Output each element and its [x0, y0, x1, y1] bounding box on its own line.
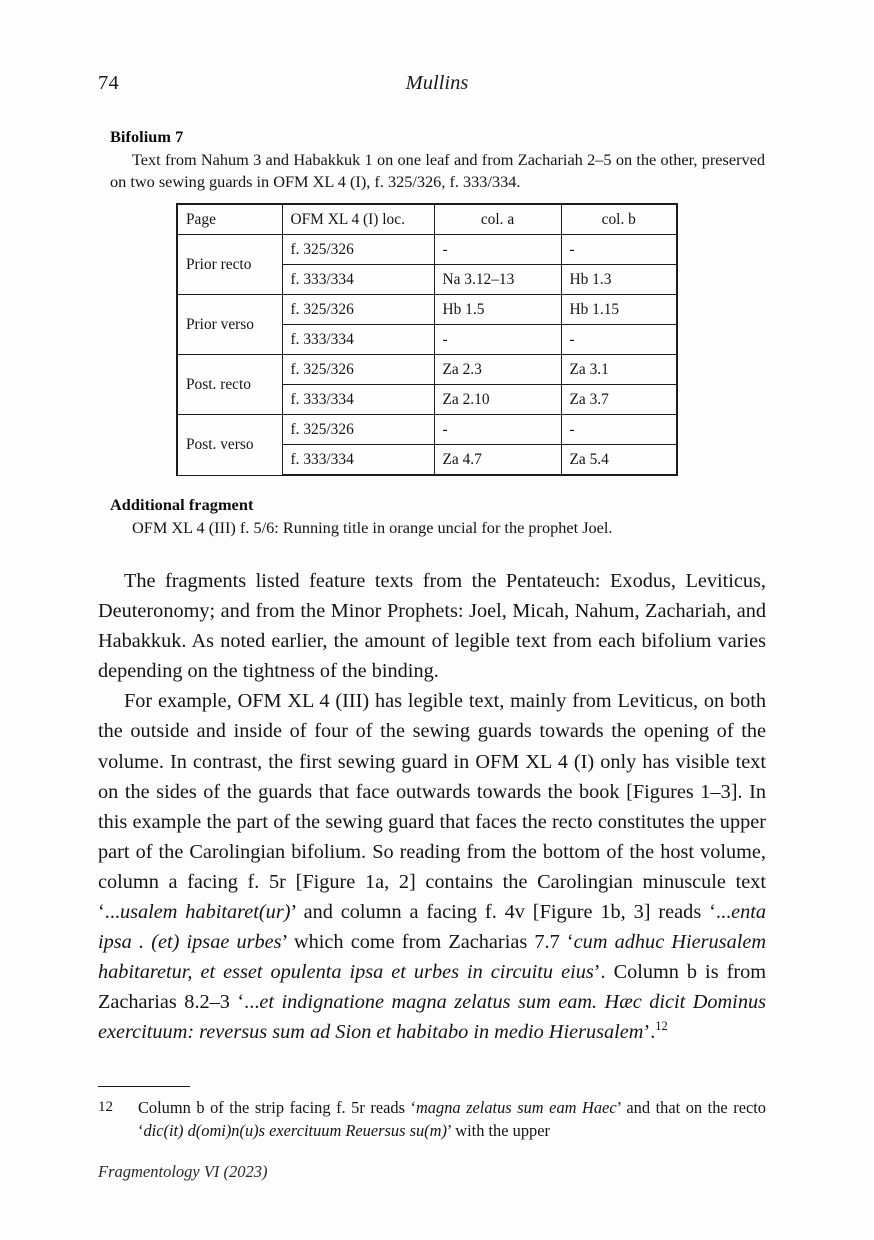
cell-col-b: Za 5.4 [561, 445, 677, 476]
cell-col-b: Za 3.1 [561, 355, 677, 385]
column-header-loc: OFM XL 4 (I) loc. [282, 204, 434, 235]
additional-fragment-section [110, 494, 765, 539]
footnote-text [138, 1096, 766, 1143]
cell-col-a: Za 4.7 [434, 445, 561, 476]
body-p2-italic1: usalem habitaret(ur) [119, 901, 291, 924]
body-paragraph-1-text: The fragments listed feature texts from the Pentateuch: Exodus, Leviticus, Deuteronomy; and from the Minor Prophets: Joel, Micah, Nahum, Zachariah, and Habakkuk. As noted earlier, the amount of legible text from each bifolium varies depending on the tightness of the binding. [98, 570, 766, 683]
cell-col-b: - [561, 415, 677, 445]
cell-col-a: Na 3.12–13 [434, 265, 561, 295]
footnote-seg1: Column b of the strip facing f. 5r reads ‘ [138, 1098, 416, 1117]
cell-loc: f. 333/334 [282, 325, 434, 355]
footnote-number: 12 [98, 1099, 113, 1115]
cell-loc: f. 325/326 [282, 295, 434, 325]
body-p2-seg3: ’ which come from Zacharias 7.7 ‘ [281, 931, 574, 954]
page-number: 74 [98, 72, 119, 94]
column-header-page: Page [177, 204, 282, 235]
footnote-separator-rule [98, 1086, 190, 1087]
footnote-seg2: ’ and that on the recto ‘ [138, 1098, 766, 1141]
cell-col-b: - [561, 235, 677, 265]
body-paragraph-2 [98, 686, 766, 1047]
footnote-area [98, 1086, 766, 1143]
cell-loc: f. 325/326 [282, 355, 434, 385]
cell-col-a: - [434, 325, 561, 355]
additional-fragment-description [110, 517, 765, 539]
footnote-seg3: ’ with the upper [446, 1121, 550, 1141]
fragment-table-wrapper [176, 203, 676, 476]
cell-loc: f. 333/334 [282, 385, 434, 415]
cell-loc: f. 333/334 [282, 445, 434, 476]
column-header-col-b: col. b [561, 204, 677, 235]
cell-col-a: Za 2.3 [434, 355, 561, 385]
body-p2-italic3: cum adhuc Hierusalem habitaretur, et esset opulenta ipsa et urbes in circuitu eius [98, 931, 766, 984]
body-p2-italic4: et indignatione magna zelatus sum eam. Hæc dicit Dominus exercituum: reversus sum ad Sion et habitabo in medio Hierusalem [98, 991, 766, 1044]
body-p2-seg1: For example, OFM XL 4 (III) has legible text, mainly from Leviticus, on both the outside and inside of four of the sewing guards towards the opening of the volume. In contrast, the first sewing guard in OFM XL 4 (I) only has visible text on the sides of the guards that face outwards towards the book [Figures 1–3]. In this example the part of the sewing guard that faces the recto constitutes the upper part of the Carolingian bifolium. So reading from the bottom of the host volume, column a facing f. 5r [Figure 1a, 2] contains the Carolingian minuscule text ‘... [98, 690, 766, 924]
cell-loc: f. 325/326 [282, 415, 434, 445]
footnote-italic2: dic(it) d(omi)n(u)s exercituum Reuersus su(m) [143, 1121, 447, 1141]
running-head [98, 70, 776, 100]
body-p2-seg5: ’. [643, 1021, 656, 1044]
running-title: Mullins [405, 72, 469, 94]
bifolium-description [110, 149, 765, 192]
cell-col-b: Za 3.7 [561, 385, 677, 415]
table-row [177, 415, 677, 445]
cell-col-a: Za 2.10 [434, 385, 561, 415]
body-text [98, 566, 766, 1048]
cell-page-label: Post. recto [177, 355, 282, 415]
footnote-entry [98, 1096, 766, 1143]
additional-fragment-heading: Additional fragment [110, 495, 254, 514]
cell-loc: f. 325/326 [282, 235, 434, 265]
footnote-italic1: magna zelatus sum eam Haec [415, 1098, 617, 1117]
cell-col-a: - [434, 235, 561, 265]
cell-page-label: Prior recto [177, 235, 282, 295]
table-header-row [177, 204, 677, 235]
table-row [177, 295, 677, 325]
body-p2-seg2: ’ and column a facing f. 4v [Figure 1b, 3] reads ‘... [290, 901, 732, 924]
page-footer: Fragmentology VI (2023) [98, 1162, 268, 1181]
cell-col-a: - [434, 415, 561, 445]
cell-loc: f. 333/334 [282, 265, 434, 295]
cell-col-b: Hb 1.15 [561, 295, 677, 325]
bifolium-section [110, 126, 765, 192]
table-row [177, 355, 677, 385]
body-paragraph-1 [98, 566, 766, 686]
fragment-table [176, 203, 678, 476]
cell-col-a: Hb 1.5 [434, 295, 561, 325]
column-header-col-a: col. a [434, 204, 561, 235]
bifolium-heading: Bifolium 7 [110, 127, 184, 146]
bifolium-description-text: Text from Nahum 3 and Habakkuk 1 on one leaf and from Zachariah 2–5 on the other, preserved on two sewing guards in OFM XL 4 (I), f. 325/326, f. 333/334. [110, 150, 765, 191]
cell-col-b: Hb 1.3 [561, 265, 677, 295]
cell-page-label: Post. verso [177, 415, 282, 476]
table-row [177, 235, 677, 265]
body-p2-seg4: ’. Column b is from Zacharias 8.2–3 ‘... [98, 961, 767, 1014]
additional-fragment-description-text: OFM XL 4 (III) f. 5/6: Running title in orange uncial for the prophet Joel. [132, 518, 613, 537]
body-p2-italic2: enta ipsa . (et) ipsae urbes [98, 901, 766, 954]
footnote-reference-marker[interactable]: 12 [655, 1019, 668, 1034]
cell-col-b: - [561, 325, 677, 355]
cell-page-label: Prior verso [177, 295, 282, 355]
